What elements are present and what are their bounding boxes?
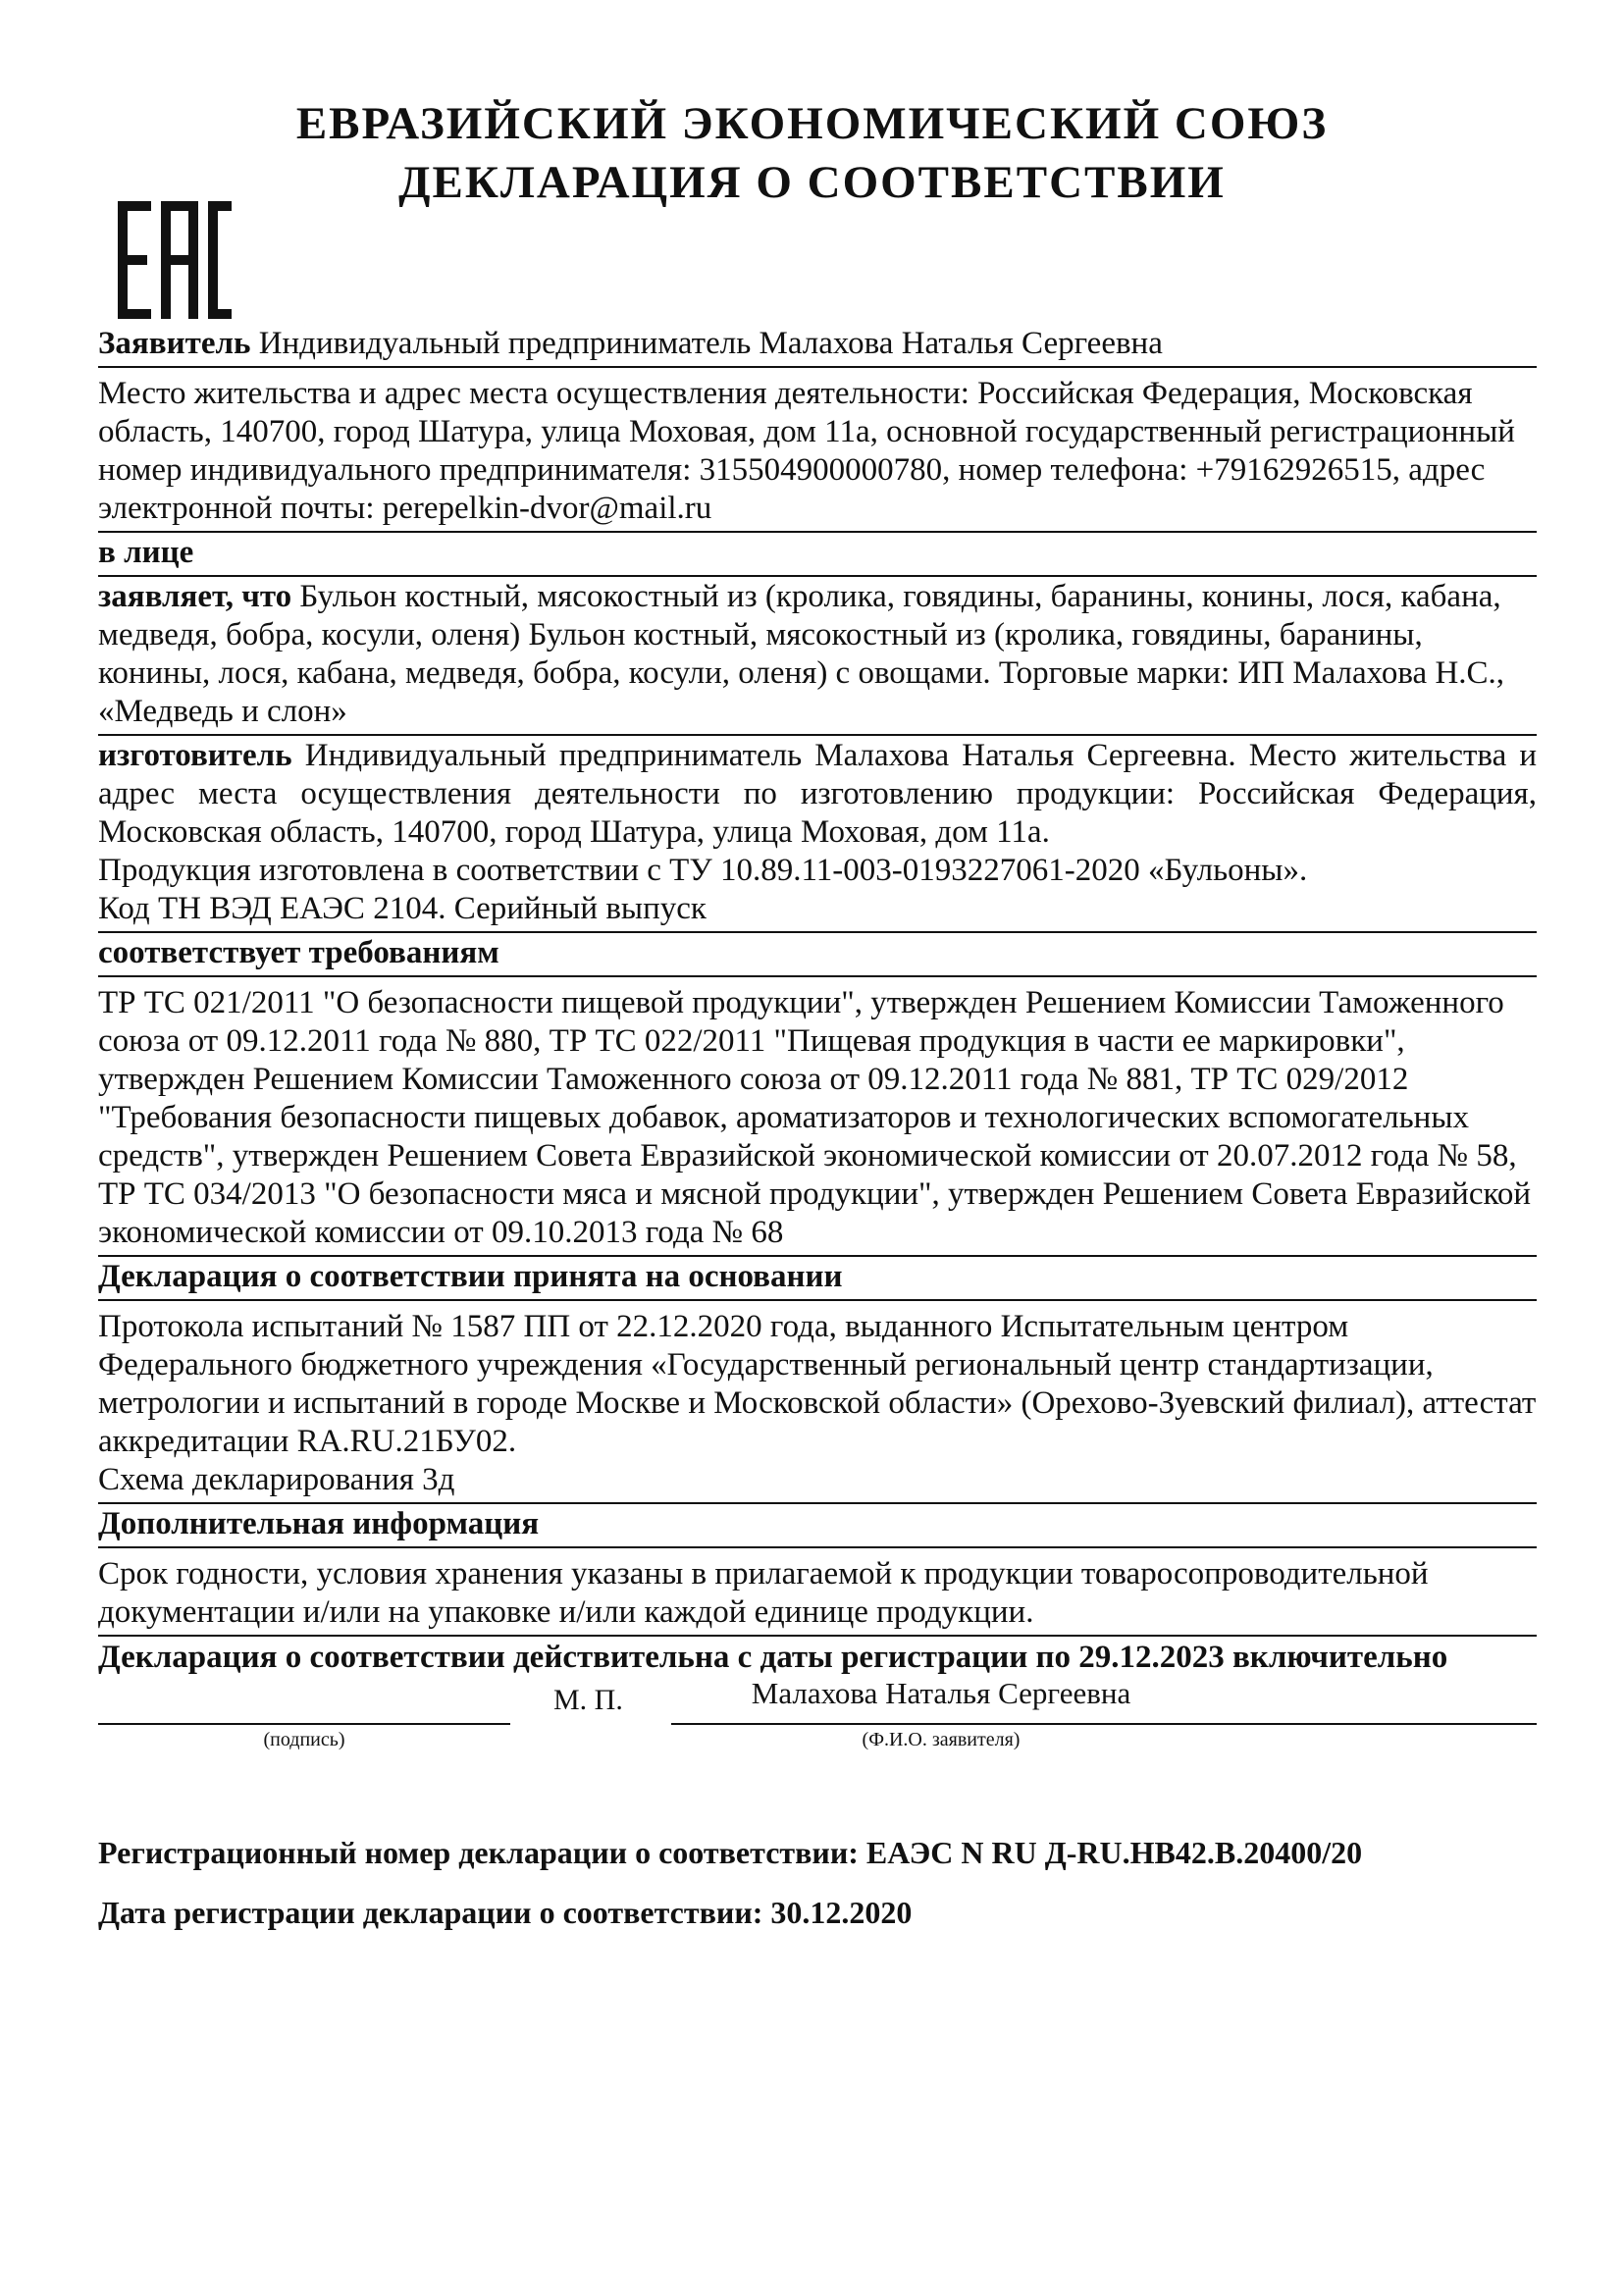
basis-label: Декларация о соответствии принята на основании	[98, 1259, 843, 1294]
name-line	[671, 1723, 1537, 1725]
applicant-value: Индивидуальный предприниматель Малахова Наталья Сергеевна	[250, 326, 1163, 361]
eac-mark-icon	[118, 201, 232, 319]
signature-block	[98, 1676, 1537, 1764]
produced-per-standard: Продукция изготовлена в соответствии с ТУ 10.89.11-003-0193227061-2020 «Бульоны».	[98, 853, 1308, 888]
document-header	[0, 94, 1624, 212]
address-section: Место жительства и адрес места осуществления деятельности: Российская Федерация, Московская область, 140700, город Шатура, улица Моховая, дом 11а, основной государственный регистрационный номер индивидуального предпринимателя: 315504900000780, номер телефона: +79162926515, адрес электронной почты: perepelkin-dvor@mail.ru	[98, 374, 1537, 533]
union-title: ЕВРАЗИЙСКИЙ ЭКОНОМИЧЕСКИЙ СОЮЗ	[295, 98, 1329, 149]
registration-block	[98, 1835, 1537, 1955]
declaration-body	[98, 324, 1537, 1677]
additional-heading	[98, 1504, 1537, 1548]
requirements-value: ТР ТС 021/2011 "О безопасности пищевой продукции", утвержден Решением Комиссии Таможенного союза от 09.12.2011 года № 880, ТР ТС 022/2011 "Пищевая продукция в части ее маркировки", утвержден Решением Комиссии Таможенного союза от 09.12.2011 года № 881, ТР ТС 029/2012 "Требования безопасности пищевых добавок, ароматизаторов и технологических вспомогательных средств", утвержден Решением Совета Евразийской экономической комиссии от 20.07.2012 года № 58, ТР ТС 034/2013 "О безопасности мяса и мясной продукции", утвержден Решением Совета Евразийской экономической комиссии от 09.10.2013 года № 68	[98, 983, 1537, 1257]
registration-number: Регистрационный номер декларации о соответствии: ЕАЭС N RU Д-RU.НВ42.В.20400/20	[98, 1835, 1363, 1870]
represented-section	[98, 533, 1537, 577]
manufacturer-value: Индивидуальный предприниматель Малахова Наталья Сергеевна. Место жительства и адрес места осуществления деятельности по изготовлению продукции: Российская Федерация, Московская область, 140700, город Шатура, улица Моховая, дом 11а.	[98, 738, 1537, 850]
applicant-name: Малахова Наталья Сергеевна	[751, 1676, 1131, 1710]
basis-section	[98, 1307, 1537, 1504]
declaration-title: ДЕКЛАРАЦИЯ О СООТВЕТСТВИИ	[398, 157, 1226, 208]
validity-statement: Декларация о соответствии действительна с даты регистрации по 29.12.2023 включительно	[98, 1640, 1448, 1675]
requirements-heading	[98, 933, 1537, 977]
applicant-label: Заявитель	[98, 326, 251, 361]
name-caption: (Ф.И.О. заявителя)	[862, 1729, 1021, 1750]
additional-value: Срок годности, условия хранения указаны в прилагаемой к продукции товаросопроводительной документации и/или на упаковке и/или каждой единице продукции.	[98, 1554, 1537, 1637]
additional-label: Дополнительная информация	[98, 1506, 540, 1541]
basis-heading	[98, 1257, 1537, 1301]
declaration-scheme: Схема декларирования 3д	[98, 1462, 455, 1497]
manufacturer-label: изготовитель	[98, 738, 292, 773]
signature-caption: (подпись)	[263, 1729, 345, 1750]
applicant-section	[98, 324, 1537, 368]
declares-label: заявляет, что	[98, 579, 292, 614]
signature-line	[98, 1723, 510, 1725]
represented-label: в лице	[98, 535, 194, 570]
basis-value: Протокола испытаний № 1587 ПП от 22.12.2020 года, выданного Испытательным центром Федерального бюджетного учреждения «Государственный региональный центр стандартизации, метрологии и испытаний в городе Москве и Московской области» (Орехово-Зуевский филиал), аттестат аккредитации RA.RU.21БУ02.	[98, 1309, 1537, 1459]
hs-code: Код ТН ВЭД ЕАЭС 2104. Серийный выпуск	[98, 891, 707, 926]
seal-placeholder: М. П.	[553, 1684, 623, 1716]
registration-date: Дата регистрации декларации о соответствии: 30.12.2020	[98, 1895, 913, 1930]
manufacturer-section	[98, 736, 1537, 933]
requirements-label: соответствует требованиям	[98, 935, 499, 970]
declares-value: Бульон костный, мясокостный из (кролика, говядины, баранины, конины, лося, кабана, медведя, бобра, косули, оленя) Бульон костный, мясокостный из (кролика, говядины, баранины, конины, лося, кабана, медведя, бобра, косули, оленя) с овощами. Торговые марки: ИП Малахова Н.С., «Медведь и слон»	[98, 579, 1505, 729]
declares-section	[98, 577, 1537, 736]
